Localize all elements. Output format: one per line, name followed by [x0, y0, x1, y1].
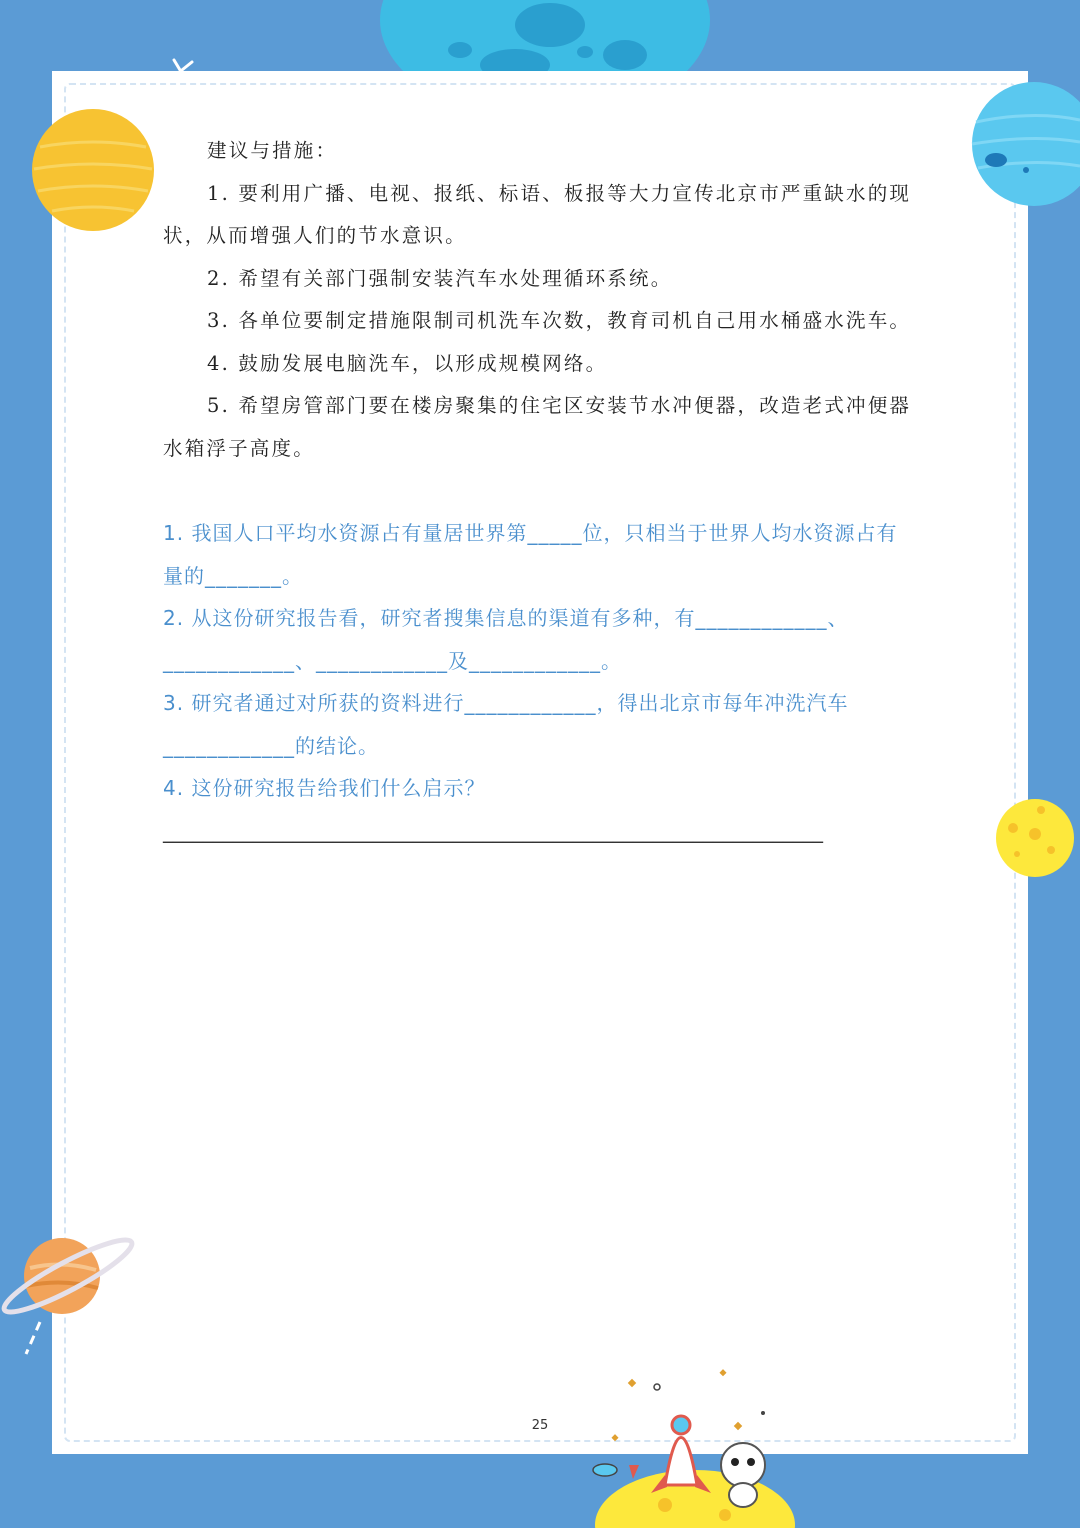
- suggestion-item-1: [163, 173, 912, 258]
- suggestion-line: 1. 要利用广播、电视、报纸、标语、板报等大力宣传北京市严重缺水的现: [207, 181, 912, 205]
- ringed-planet-icon: [0, 1230, 140, 1360]
- question-line: 量的_______。: [163, 563, 303, 588]
- blue-planet-icon: [970, 80, 1080, 208]
- suggestion-line: 2. 希望有关部门强制安装汽车水处理循环系统。: [207, 266, 673, 290]
- question-line: 4. 这份研究报告给我们什么启示？: [163, 776, 486, 800]
- page-content: [163, 130, 912, 852]
- question-item-2: [163, 597, 908, 682]
- yellow-planet-icon: [30, 107, 156, 233]
- suggestion-item-5: [163, 385, 912, 470]
- suggestion-item-3: [163, 300, 912, 343]
- question-line: 2. 从这份研究报告看，研究者搜集信息的渠道有多种，有____________、: [163, 606, 849, 630]
- question-line: 1. 我国人口平均水资源占有量居世界第_____位，只相当于世界人均水资源占有: [163, 521, 898, 545]
- question-line: ____________的结论。: [163, 733, 379, 758]
- question-line: ____________、____________及____________。: [163, 648, 622, 673]
- question-item-3: [163, 682, 908, 767]
- suggestion-line: 4. 鼓励发展电脑洗车，以形成规模网络。: [207, 351, 608, 375]
- suggestion-line: 水箱浮子高度。: [163, 436, 315, 460]
- suggestion-line: 状，从而增强人们的节水意识。: [163, 224, 467, 247]
- small-yellow-moon-icon: [995, 798, 1080, 878]
- suggestion-item-4: [163, 343, 908, 386]
- page-number: 25: [531, 1418, 549, 1433]
- question-line: 3. 研究者通过对所获的资料进行____________，得出北京市每年冲洗汽车: [163, 691, 849, 715]
- suggestion-line: 5. 希望房管部门要在楼房聚集的住宅区安装节水冲便器，改造老式冲便器: [207, 394, 912, 417]
- star-sparkle-icon: [170, 58, 196, 82]
- suggestion-line: 3. 各单位要制定措施限制司机洗车次数，教育司机自己用水桶盛水洗车。: [207, 309, 912, 332]
- question-item-1: [163, 512, 908, 597]
- question-item-4: [163, 767, 908, 852]
- answer-line: __________________________________________________________________: [163, 818, 823, 843]
- spacer: [163, 470, 908, 512]
- suggestion-item-2: [163, 258, 908, 301]
- section-heading: 建议与措施：: [207, 139, 338, 162]
- rocket-moon-panda-icon: [585, 1365, 800, 1528]
